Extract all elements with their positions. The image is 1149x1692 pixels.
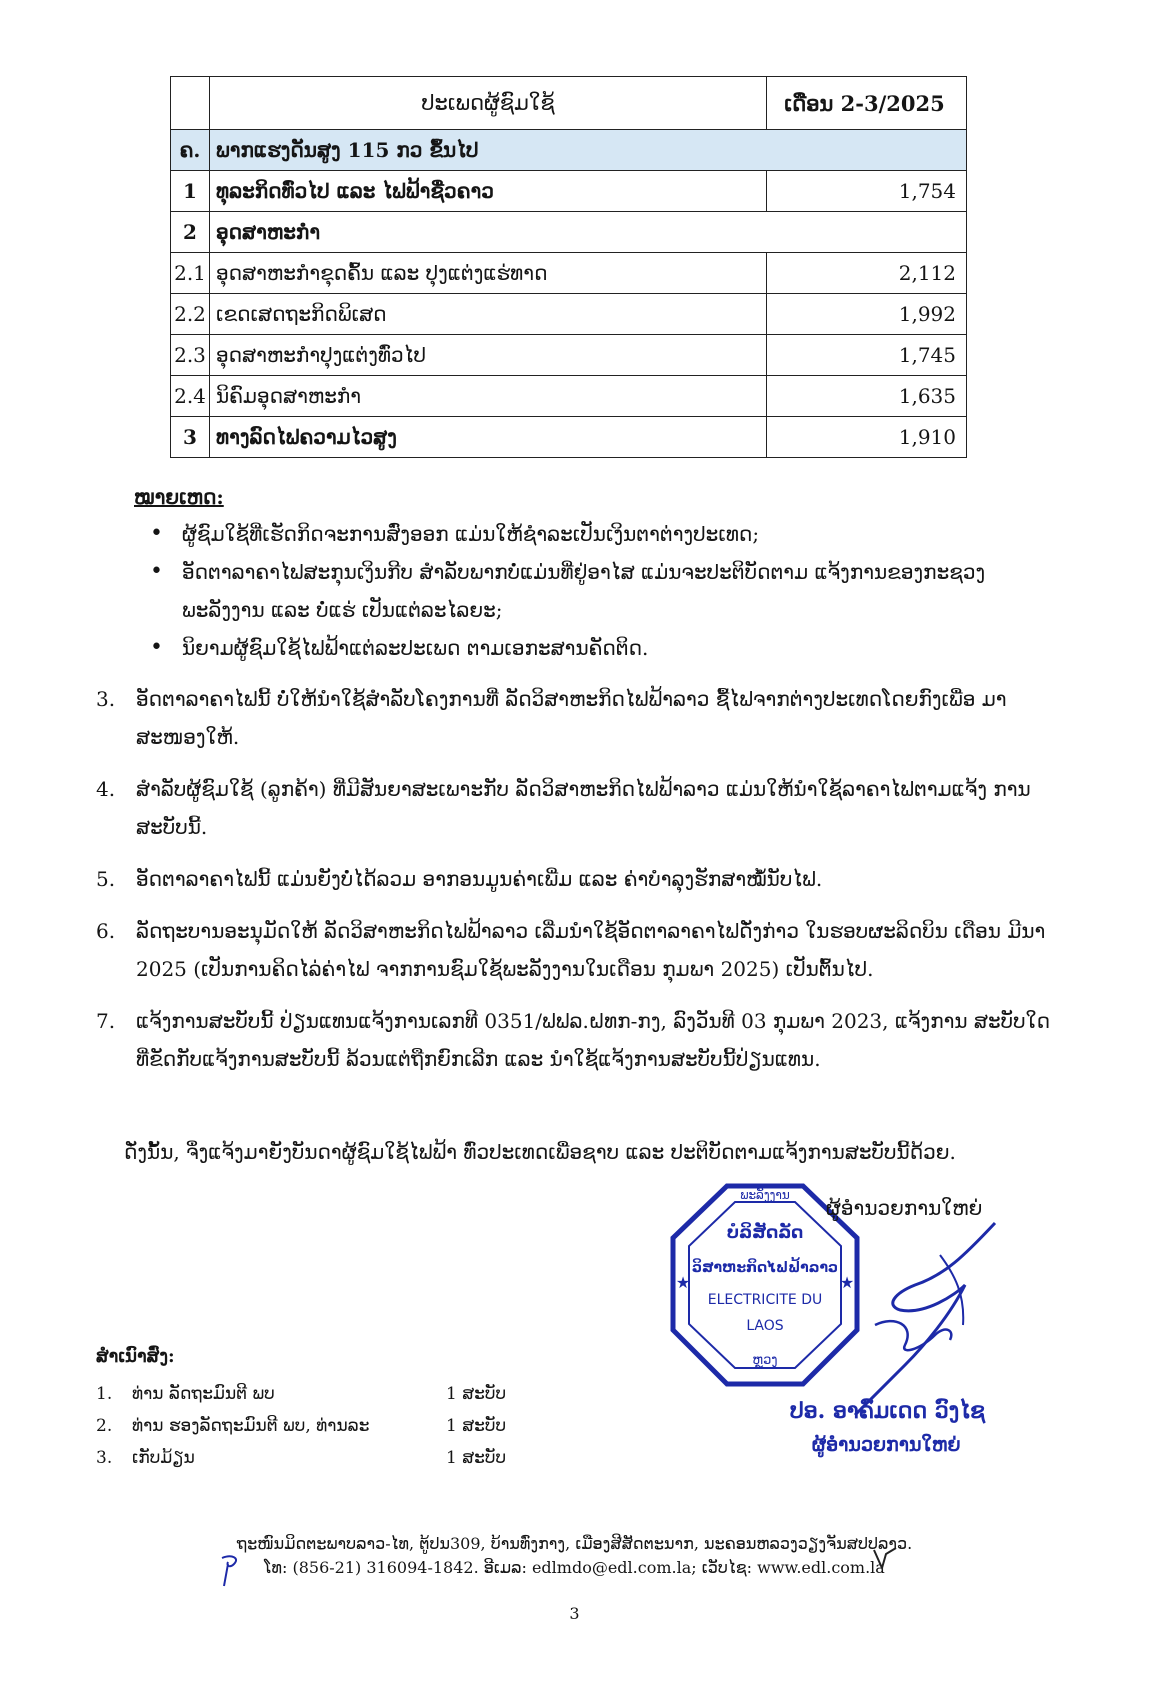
section-label: ພາກແຮງດັນສູງ 115 ກວ ຂຶ້ນໄປ [210,130,967,171]
star-icon: ★ [675,1273,691,1292]
clause-number: 4. [96,777,116,801]
row-label: ທາງລົດໄຟຄວາມໄວສູງ [210,417,767,458]
row-number: 2.1 [171,253,210,294]
row-value: 1,910 [767,417,967,458]
item-quantity: 1 ສະບັບ [446,1384,507,1404]
initial-mark-icon [872,1546,898,1572]
row-number: 2.4 [171,376,210,417]
stamp-text-laos: LAOS [746,1318,784,1334]
stamp-text-company: ບໍລິສັດລັດ [726,1223,804,1243]
distribution-title: ສຳເນົາສົ່ງ: [96,1346,175,1367]
clause-text: ແຈ້ງການສະບັບນີ້ ປ່ຽນແທນແຈ້ງການເລກທີ 0351/ຟຟລ.ຝທກ-ກງ, ລົງວັນທີ 03 ກຸມພາ 2023, ແຈ້ງການ ສະບັບໃດ ທີ່ຂັດກັບແຈ້ງການສະບັບນີ້ ລ້ວນແຕ່ຖືກຍົກເລີກ ແລະ ນຳໃຊ້ແຈ້ງການສະບັບນີ້ປ່ຽນແທນ. [136,1009,1050,1071]
clause-number: 7. [96,1009,116,1033]
clause-number: 3. [96,687,116,711]
initial-mark-icon [218,1552,244,1588]
row-label: ນິຄົມອຸດສາຫະກຳ [210,376,767,417]
clause-item [96,770,1056,846]
row-label: ເຂດເສດຖະກິດພິເສດ [210,294,767,335]
notes-list [150,515,1040,667]
clause-item [96,912,1056,988]
closing-statement: ດັ່ງນັ້ນ, ຈຶ່ງແຈ້ງມາຍັງບັນດາຜູ້ຊົມໃຊ້ໄຟຟ້າ ທົ່ວປະເທດເພື່ອຊາບ ແລະ ປະຕິບັດຕາມແຈ້ງການສະບັບນີ້ດ້ວຍ. [124,1140,956,1164]
table-row [171,171,967,212]
table-row [171,294,967,335]
distribution-list [96,1378,536,1474]
row-value: 1,745 [767,335,967,376]
row-value: 1,635 [767,376,967,417]
row-label: ທຸລະກິດທົ່ວໄປ ແລະ ໄຟຟ້າຊື່ວຄາວ [210,171,767,212]
star-icon: ★ [839,1273,855,1292]
row-number: 2.3 [171,335,210,376]
signer-name: ປອ. ອາຄົມເດດ ວົງໄຊ [790,1398,986,1424]
item-quantity: 1 ສະບັບ [446,1416,507,1436]
clause-text: ສຳລັບຜູ້ຊົມໃຊ້ (ລູກຄ້າ) ທີ່ມີສັນຍາສະເພາະກັບ ລັດວິສາຫະກິດໄຟຟ້າລາວ ແມ່ນໃຫ້ນຳໃຊ້ລາຄາໄຟຕາມແຈ້ງ ການສະບັບນີ້. [136,777,1031,839]
table-row [171,376,967,417]
table-header-row [171,77,967,130]
clause-item [96,860,1056,898]
tariff-table [170,76,967,458]
row-number: 3 [171,417,210,458]
row-number: 1 [171,171,210,212]
note-item: • ອັດຕາລາຄາໄຟສະກຸນເງິນກີບ ສຳລັບພາກບໍ່ແມ່ນທີ່ຢູ່ອາໄສ ແມ່ນຈະປະຕິບັດຕາມ ແຈ້ງການຂອງກະຊວງ ພະລັງງານ ແລະ ບໍ່ແຮ່ ເປັນແຕ່ລະໄລຍະ; [150,553,1040,629]
table-row [171,212,967,253]
header-period: ເດືອນ 2-3/2025 [767,77,967,130]
item-recipient: ທ່ານ ຮອງລັດຖະມົນຕີ ພບ, ທ່ານລະ [132,1416,370,1436]
item-recipient: ທ່ານ ລັດຖະມົນຕີ ພບ [132,1384,275,1404]
list-item [96,1410,536,1442]
list-item [96,1378,536,1410]
item-quantity: 1 ສະບັບ [446,1448,507,1468]
footer-contact: ໂທ: (856-21) 316094-1842. ອີເມລ: edlmdo@edl.com.la; ເວັບໄຊ: www.edl.com.la [264,1558,885,1577]
table-row [171,253,967,294]
note-item: • ຜູ້ຊົມໃຊ້ທີ່ເຮັດກິດຈະການສົ່ງອອກ ແມ່ນໃຫ້ຊຳລະເປັນເງິນຕາຕ່າງປະເທດ; [150,515,1040,553]
notes-title: ໝາຍເຫດ: [134,485,224,509]
stamp-text-top: ພະລັງງານ [740,1188,790,1202]
section-row [171,130,967,171]
row-value: 1,992 [767,294,967,335]
row-label: ອຸດສາຫະກຳຂຸດຄົ້ນ ແລະ ປຸງແຕ່ງແຮ່ທາດ [210,253,767,294]
clause-item [96,1002,1056,1078]
signer-title: ຜູ້ອຳນວຍການໃຫຍ່ [812,1434,961,1456]
section-code: ຄ. [171,130,210,171]
note-item: • ນິຍາມຜູ້ຊົມໃຊ້ໄຟຟ້າແຕ່ລະປະເພດ ຕາມເອກະສານຄັດຕິດ. [150,629,1040,667]
row-number: 2 [171,212,210,253]
row-value [767,212,967,253]
clause-number: 6. [96,919,116,943]
table-row [171,335,967,376]
item-number: 2. [96,1416,113,1436]
clause-text: ອັດຕາລາຄາໄຟນີ້ ບໍ່ໃຫ້ນຳໃຊ້ສຳລັບໂຄງການທີ່ ລັດວິສາຫະກິດໄຟຟ້າລາວ ຊື້ໄຟຈາກຕ່າງປະເທດໂດຍກົງເພື່ອ ມາສະໜອງໃຫ້. [136,687,1007,749]
clause-text: ລັດຖະບານອະນຸມັດໃຫ້ ລັດວິສາຫະກິດໄຟຟ້າລາວ ເລີ່ມນຳໃຊ້ອັດຕາລາຄາໄຟດັ່ງກ່າວ ໃນຮອບຜະລິດບິນ ເດືອນ ມີນາ 2025 (ເປັນການຄິດໄລ່ຄ່າໄຟ ຈາກການຊົມໃຊ້ພະລັງງານໃນເດືອນ ກຸມພາ 2025) ເປັນຕົ້ນໄປ. [136,919,1046,981]
stamp-text-bottom: ຫຼວງ [752,1353,778,1368]
table-row [171,417,967,458]
row-value: 2,112 [767,253,967,294]
item-recipient: ເກັບມ້ຽນ [132,1448,195,1468]
clause-item [96,680,1056,756]
clause-number: 5. [96,867,116,891]
row-label: ອຸດສາຫະກຳ [210,212,767,253]
row-value: 1,754 [767,171,967,212]
page-number: 3 [569,1604,580,1623]
header-blank-cell [171,77,210,130]
clauses-list [96,680,1056,1092]
stamp-text-french: ELECTRICITE DU [707,1292,823,1308]
clause-text: ອັດຕາລາຄາໄຟນີ້ ແມ່ນຍັງບໍ່ໄດ້ລວມ ອາກອນມູນຄ່າເພີ່ມ ແລະ ຄ່າບຳລຸງຮັກສາໝໍ້ນັບໄຟ. [136,867,823,891]
handwritten-signature [845,1215,1035,1420]
row-number: 2.2 [171,294,210,335]
item-number: 3. [96,1448,113,1468]
footer-address: ຖະໜົນມິດຕະພາບລາວ-ໄທ, ຕູ້ປນ309, ບ້ານທົ່ງກາງ, ເມືອງສີສັດຕະນາກ, ນະຄອນຫລວງວຽງຈັນສປປລາວ. [236,1534,913,1553]
list-item [96,1442,536,1474]
stamp-text-name: ວິສາຫະກິດໄຟຟ້າລາວ [691,1260,839,1276]
row-label: ອຸດສາຫະກຳປຸງແຕ່ງທົ່ວໄປ [210,335,767,376]
director-title: ຜູ້ອຳນວຍການໃຫຍ່ [826,1196,983,1220]
header-category: ປະເພດຜູ້ຊົມໃຊ້ [210,77,767,130]
item-number: 1. [96,1384,113,1404]
